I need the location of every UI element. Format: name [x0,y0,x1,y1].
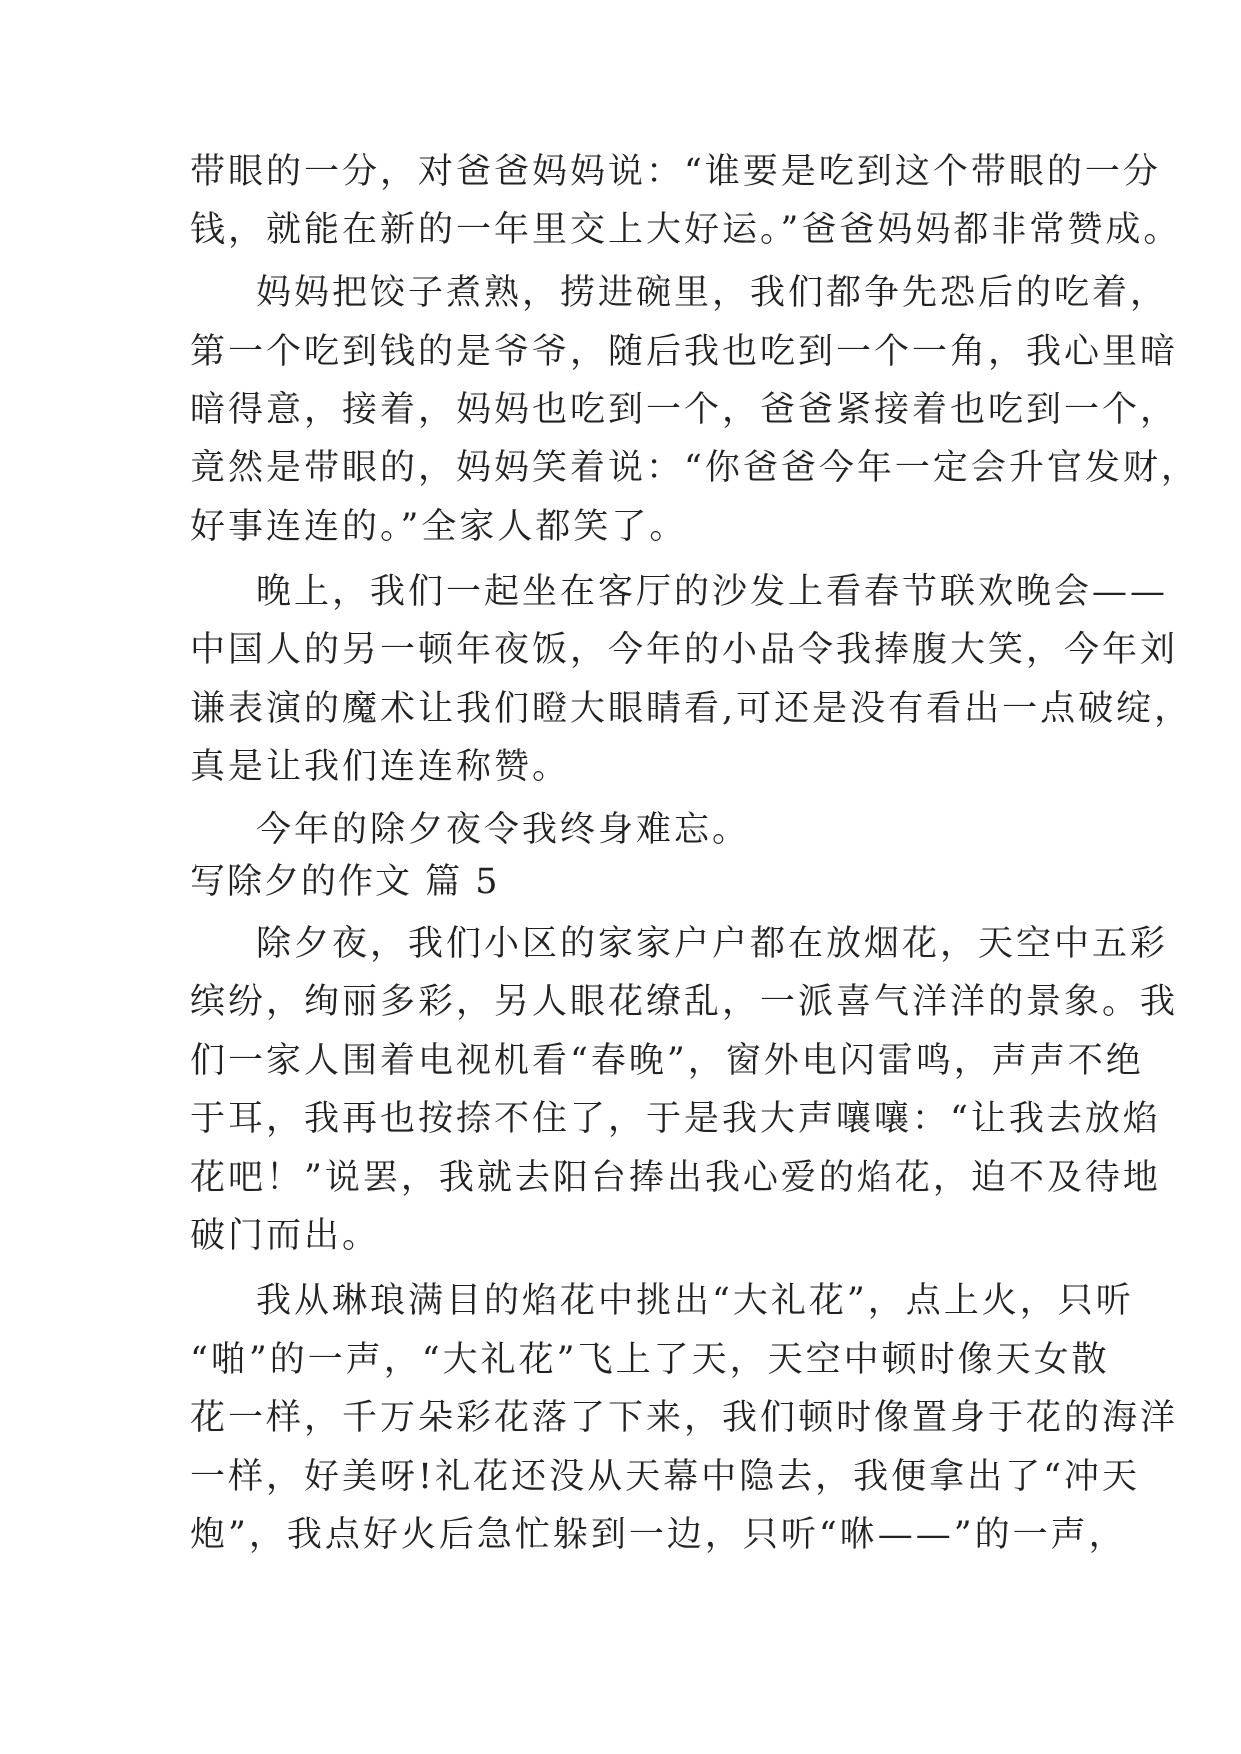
text-line: 第一个吃到钱的是爷爷，随后我也吃到一个一角，我心里暗 [190,332,1179,372]
text-line: 竟然是带眼的，妈妈笑着说：“你爸爸今年一定会升官发财， [190,448,1199,488]
text-line: 炮”，我点好火后急忙躲到一边，只听“咻——”的一声， [190,1515,1127,1555]
text-line: 真是让我们连连称赞。 [190,747,571,787]
text-line: 花吧！”说罢，我就去阳台捧出我心爱的焰花，迫不及待地 [190,1158,1161,1198]
text-line: 好事连连的。”全家人都笑了。 [190,507,688,547]
text-line: 今年的除夕夜令我终身难忘。 [256,810,751,850]
text-line: 花一样，千万朵彩花落了下来，我们顿时像置身于花的海洋 [190,1398,1179,1438]
section-heading: 写除夕的作文 篇 5 [190,862,500,902]
text-line: 谦表演的魔术让我们瞪大眼睛看,可还是没有看出一点破绽， [190,689,1193,729]
text-line: 妈妈把饺子煮熟，捞进碗里，我们都争先恐后的吃着， [256,273,1169,313]
text-line: 于耳，我再也按捺不住了，于是我大声嚷嚷：“让我去放焰 [190,1099,1161,1139]
text-line: 钱，就能在新的一年里交上大好运。”爸爸妈妈都非常赞成。 [190,210,1182,250]
text-line: “啪”的一声，“大礼花”飞上了天，天空中顿时像天女散 [190,1340,1110,1380]
text-line: 缤纷，绚丽多彩，另人眼花缭乱，一派喜气洋洋的景象。我 [190,982,1179,1022]
text-line: 除夕夜，我们小区的家家户户都在放烟花，天空中五彩 [256,924,1169,964]
text-line: 一样，好美呀!礼花还没从天幕中隐去，我便拿出了“冲天 [190,1457,1140,1497]
text-line: 中国人的另一顿年夜饭，今年的小品令我捧腹大笑，今年刘 [190,630,1179,670]
text-line: 暗得意，接着，妈妈也吃到一个，爸爸紧接着也吃到一个， [190,390,1179,430]
text-line: 们一家人围着电视机看“春晚”，窗外电闪雷鸣，声声不绝 [190,1041,1144,1081]
text-line: 我从琳琅满目的焰花中挑出“大礼花”，点上火，只听 [256,1281,1134,1321]
text-line: 破门而出。 [190,1216,381,1256]
text-line: 带眼的一分，对爸爸妈妈说：“谁要是吃到这个带眼的一分 [190,152,1161,192]
text-line: 晚上，我们一起坐在客厅的沙发上看春节联欢晚会—— [256,572,1169,612]
